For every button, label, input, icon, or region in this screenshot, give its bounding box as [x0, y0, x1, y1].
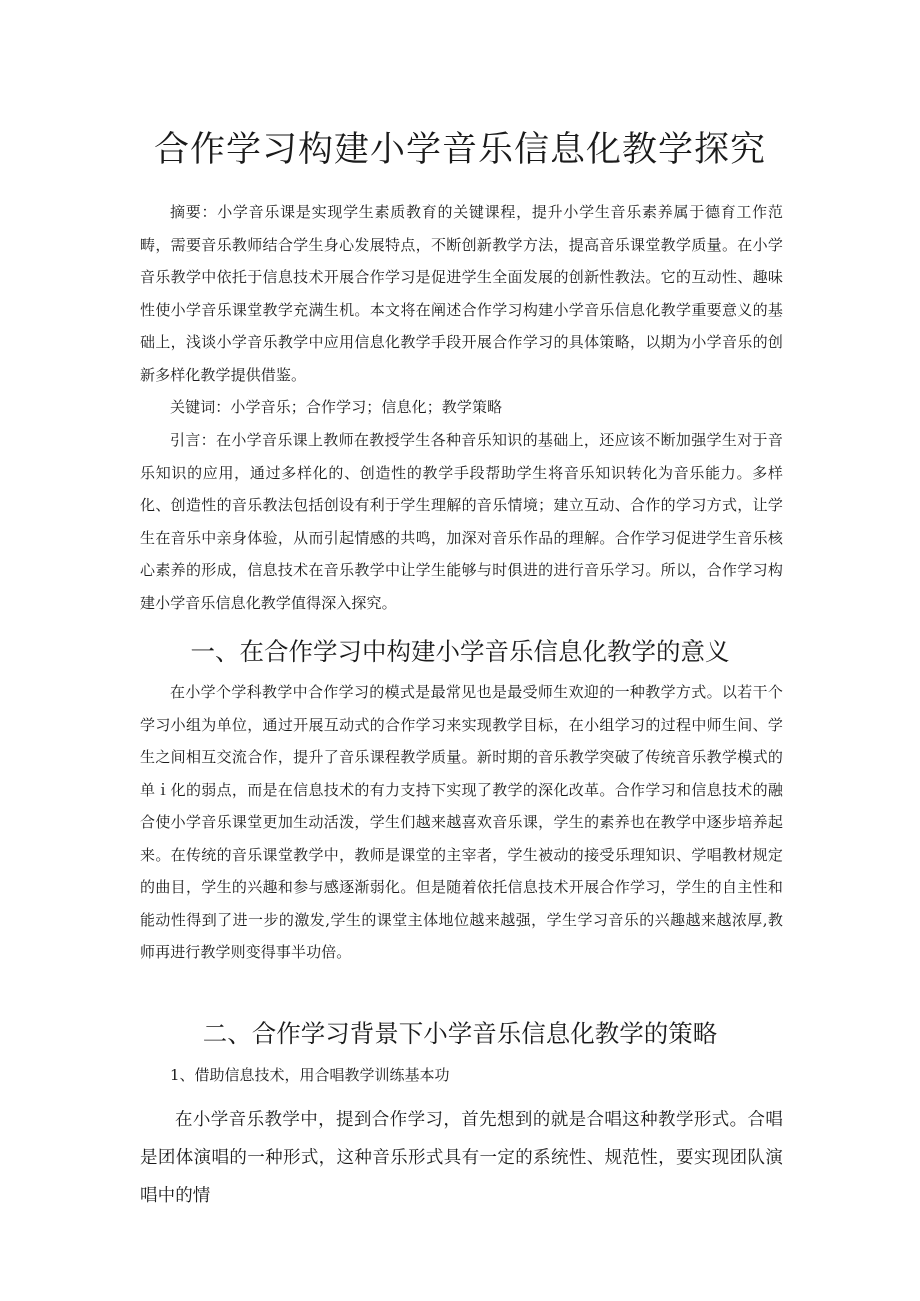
- keywords-paragraph: 关键词：小学音乐；合作学习；信息化；教学策略: [170, 398, 503, 416]
- section-2-subheading: 1、借助信息技术，用合唱教学训练基本功: [170, 1066, 450, 1084]
- abstract-paragraph: 摘要：小学音乐课是实现学生素质教育的关键课程，提升小学生音乐素养属于德育工作范畴，需要音乐教师结合学生身心发展特点，不断创新教学方法，提高音乐课堂教学质量。在小学音乐教学中依托于信息技术开展合作学习是促进学生全面发展的创新性教法。它的互动性、趣味性使小学音乐课堂教学充满生机。本文将在阐述合作学习构建小学音乐信息化教学重要意义的基础上，浅谈小学音乐教学中应用信息化教学手段开展合作学习的具体策略，以期为小学音乐的创新多样化教学提供借鉴。: [140, 203, 783, 384]
- introduction-paragraph: 引言：在小学音乐课上教师在教授学生各种音乐知识的基础上，还应该不断加强学生对于音乐知识的应用，通过多样化的、创造性的教学手段帮助学生将音乐知识转化为音乐能力。多样化、创造性的音乐教法包括创设有利于学生理解的音乐情境；建立互动、合作的学习方式，让学生在音乐中亲身体验，从而引起情感的共鸣，加深对音乐作品的理解。合作学习促进学生音乐核心素养的形成，信息技术在音乐教学中让学生能够与时俱进的进行音乐学习。所以，合作学习构建小学音乐信息化教学值得深入探究。: [140, 431, 783, 612]
- section-1-body: 在小学个学科教学中合作学习的模式是最常见也是最受师生欢迎的一种教学方式。以若干个学习小组为单位，通过开展互动式的合作学习来实现教学目标，在小组学习的过程中师生间、学生之间相互交流合作，提升了音乐课程教学质量。新时期的音乐教学突破了传统音乐教学模式的单ｉ化的弱点，而是在信息技术的有力支持下实现了教学的深化改革。合作学习和信息技术的融合使小学音乐课堂更加生动活泼，学生们越来越喜欢音乐课，学生的素养也在教学中逐步培养起来。在传统的音乐课堂教学中，教师是课堂的主宰者，学生被动的接受乐理知识、学唱教材规定的曲目，学生的兴趣和参与感逐渐弱化。但是随着依托信息技术开展合作学习，学生的自主性和能动性得到了进一步的激发,学生的课堂主体地位越来越强，学生学习音乐的兴趣越来越浓厚,教师再进行教学则变得事半功倍。: [140, 683, 783, 961]
- section-2-heading: 二、合作学习背景下小学音乐信息化教学的策略: [202, 1019, 718, 1048]
- document-title: 合作学习构建小学音乐信息化教学探究: [153, 130, 766, 170]
- section-1-heading: 一、在合作学习中构建小学音乐信息化教学的意义: [190, 637, 730, 666]
- section-2-body: 在小学音乐教学中，提到合作学习，首先想到的就是合唱这种教学形式。合唱是团体演唱的一种形式，这种音乐形式具有一定的系统性、规范性，要实现团队演唱中的情: [140, 1110, 783, 1206]
